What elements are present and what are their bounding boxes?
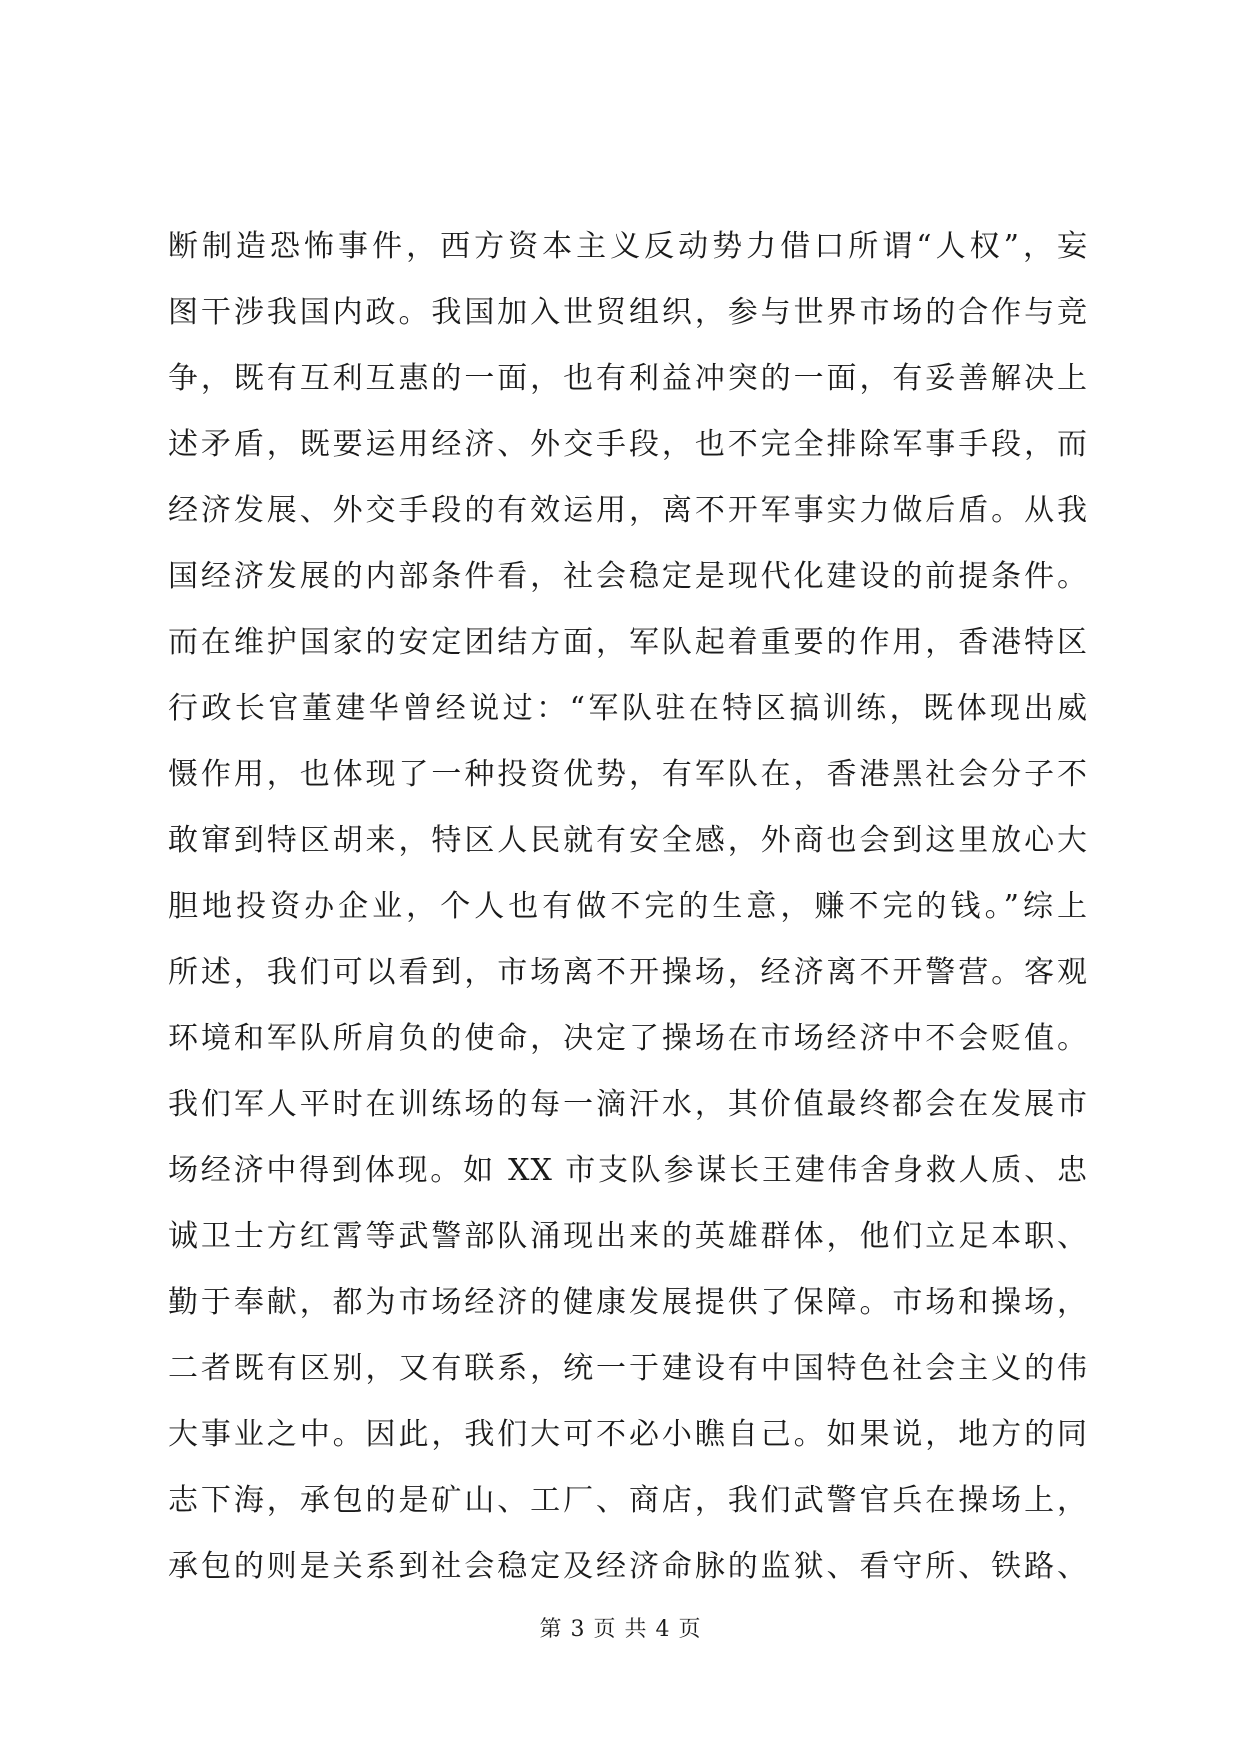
text-line: 国经济发展的内部条件看，社会稳定是现代化建设的前提条件。 — [168, 559, 1088, 594]
text-line: 述矛盾，既要运用经济、外交手段，也不完全排除军事手段，而 — [168, 427, 1088, 462]
text-line: 行政长官董建华曾经说过：“军队驻在特区搞训练，既体现出威 — [168, 691, 1088, 726]
body-text — [168, 229, 1088, 1618]
page-footer — [0, 1612, 1241, 1643]
text-line: 承包的则是关系到社会稳定及经济命脉的监狱、看守所、铁路、 — [168, 1549, 1088, 1584]
text-line: 断制造恐怖事件，西方资本主义反动势力借口所谓“人权”，妄 — [168, 229, 1088, 264]
text-line: 而在维护国家的安定团结方面，军队起着重要的作用，香港特区 — [168, 625, 1088, 660]
text-line: 环境和军队所肩负的使命，决定了操场在市场经济中不会贬值。 — [168, 1021, 1088, 1056]
text-line: 慑作用，也体现了一种投资优势，有军队在，香港黑社会分子不 — [168, 757, 1088, 792]
text-line: 勤于奉献，都为市场经济的健康发展提供了保障。市场和操场， — [168, 1285, 1088, 1320]
text-line: 图干涉我国内政。我国加入世贸组织，参与世界市场的合作与竞 — [168, 295, 1088, 330]
text-line: 诚卫士方红霄等武警部队涌现出来的英雄群体，他们立足本职、 — [168, 1219, 1088, 1254]
text-line: 大事业之中。因此，我们大可不必小瞧自己。如果说，地方的同 — [168, 1417, 1088, 1452]
text-line: 志下海，承包的是矿山、工厂、商店，我们武警官兵在操场上， — [168, 1483, 1088, 1518]
text-line: 经济发展、外交手段的有效运用，离不开军事实力做后盾。从我 — [168, 493, 1088, 528]
text-line: 我们军人平时在训练场的每一滴汗水，其价值最终都会在发展市 — [168, 1087, 1088, 1122]
text-line: 争，既有互利互惠的一面，也有利益冲突的一面，有妥善解决上 — [168, 361, 1088, 396]
text-line: 所述，我们可以看到，市场离不开操场，经济离不开警营。客观 — [168, 955, 1088, 990]
text-line: 胆地投资办企业，个人也有做不完的生意，赚不完的钱。”综上 — [168, 889, 1088, 924]
text-line: 场经济中得到体现。如 XX 市支队参谋长王建伟舍身救人质、忠 — [168, 1153, 1088, 1188]
page-number: 第 3 页 共 4 页 — [539, 1617, 702, 1642]
text-line: 二者既有区别，又有联系，统一于建设有中国特色社会主义的伟 — [168, 1351, 1088, 1386]
text-line: 敢窜到特区胡来，特区人民就有安全感，外商也会到这里放心大 — [168, 823, 1088, 858]
